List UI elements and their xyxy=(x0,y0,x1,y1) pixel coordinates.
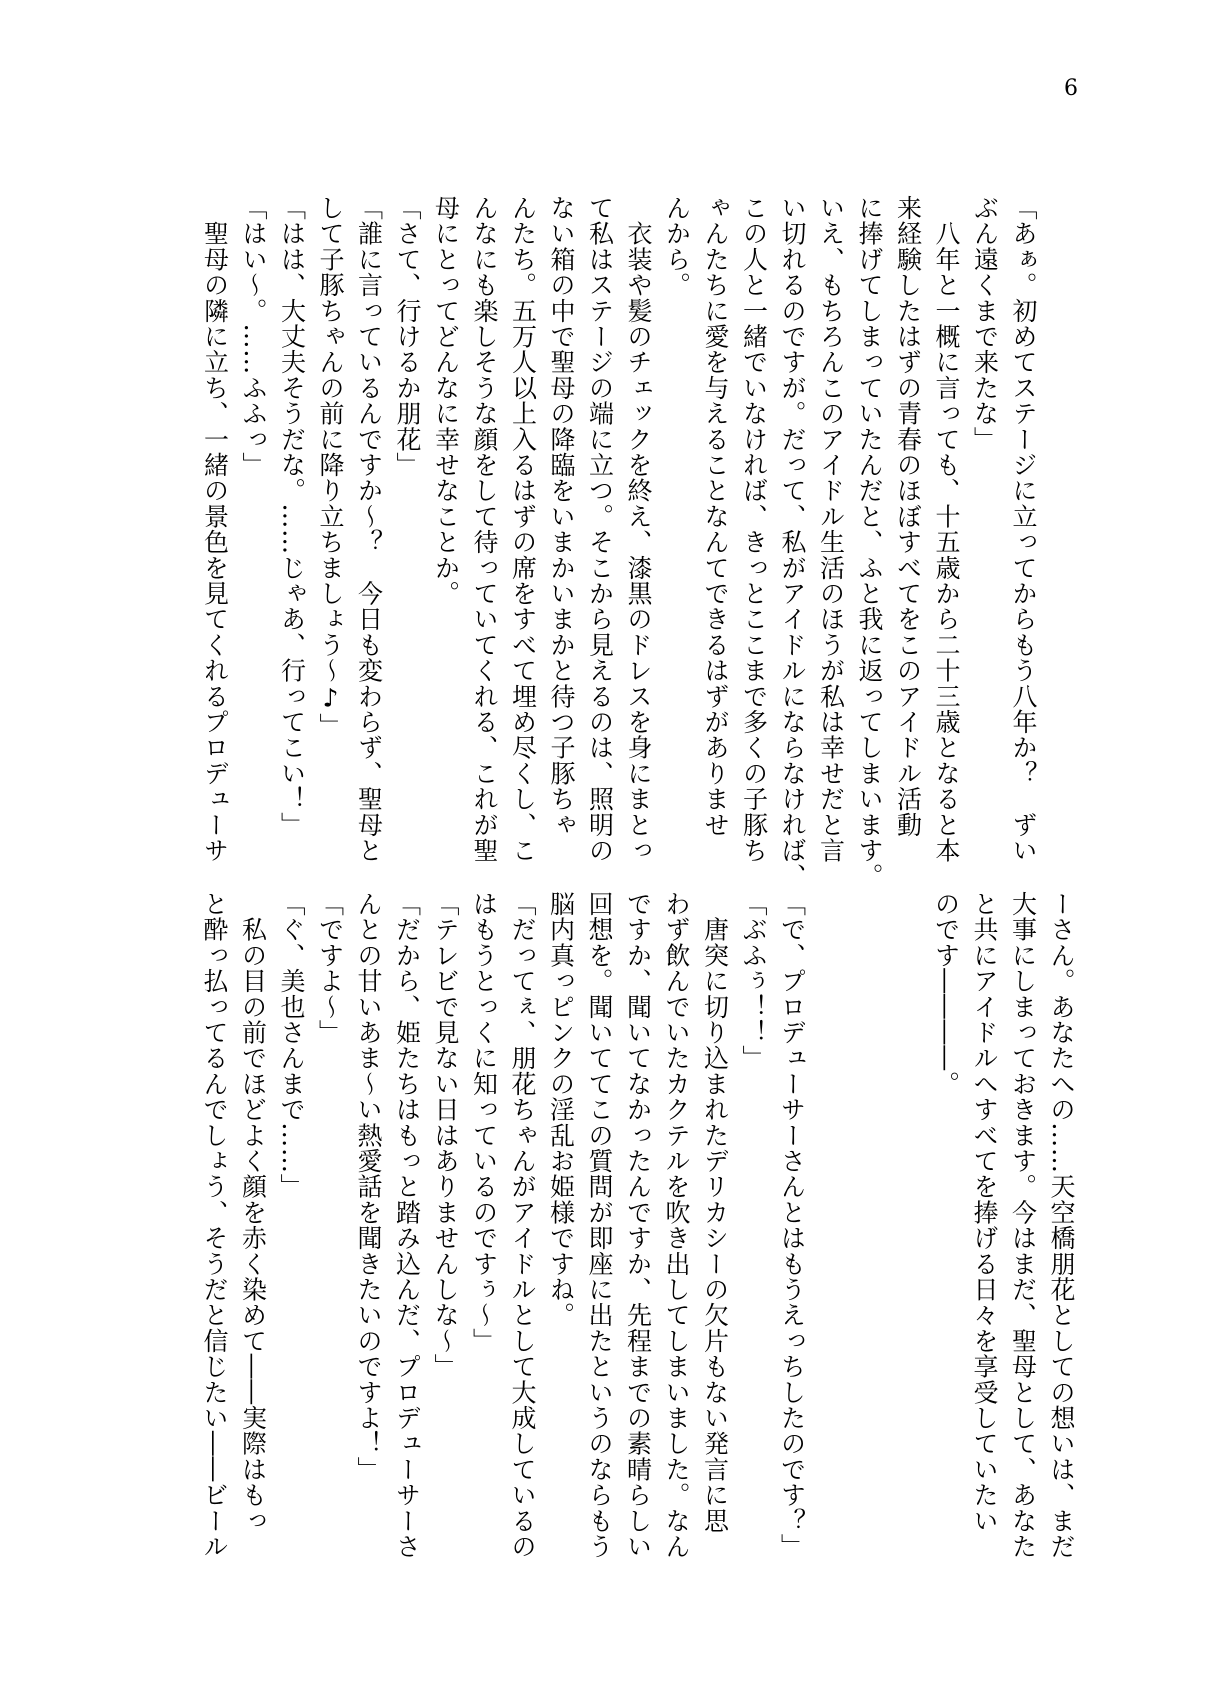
text-line: ない箱の中で聖母の降臨をいまかいまかと待つ子豚ちゃ xyxy=(547,195,576,838)
text-line: 「誰に言っているんですか～？ 今日も変わらず、聖母と xyxy=(354,195,384,864)
text-line: と共にアイドルへすべてを捧げる日々を享受していたい xyxy=(970,891,999,1534)
text-line: 「はは、大丈夫そうだな。……じゃあ、行ってこい！」 xyxy=(277,195,307,838)
text-line: んとの甘いあま～い熱愛話を聞きたいのですよ！」 xyxy=(354,891,383,1483)
text-line: て私はステージの端に立つ。そこから見えるのは、照明の xyxy=(585,195,615,864)
lower-text-block xyxy=(195,891,1081,1560)
text-line: いえ、もちろんこのアイドル生活のほうが私は幸せだと言 xyxy=(816,195,846,864)
text-line: 母にとってどんなに幸せなことか。 xyxy=(431,195,461,607)
text-line: 「テレビで見ない日はありませんしな～」 xyxy=(431,891,460,1380)
text-line: わず飲んでいたカクテルを吹き出してしまいました。なん xyxy=(662,891,691,1560)
text-line: 「ですよ～」 xyxy=(315,891,345,1046)
text-line: 「だから、姫たちはもっと踏み込んだ、プロデューサーさ xyxy=(392,891,422,1560)
text-line: 脳内真っピンクの淫乱お姫様ですね。 xyxy=(546,891,576,1328)
text-line: んから。 xyxy=(662,195,692,298)
page-number: 6 xyxy=(1064,76,1078,101)
text-line: 八年と一概に言っても、十五歳から二十三歳となると本 xyxy=(932,195,961,864)
text-line: 大事にしまっておきます。今はまだ、聖母として、あなた xyxy=(1008,891,1038,1560)
text-line: 唐突に切り込まれたデリカシーの欠片もない発言に思 xyxy=(700,891,730,1534)
text-line: ーさん。あなたへの……天空橋朋花としての想いは、まだ xyxy=(1047,891,1076,1560)
text-line: 回想を。聞いててこの質問が即座に出たというのならもう xyxy=(585,891,614,1560)
text-line: 「はい～。……ふふっ」 xyxy=(239,195,268,478)
text-line: に捧げてしまっていたんだと、ふと我に返ってしまいます。 xyxy=(855,195,884,889)
text-line: 来経験したはずの青春のほぼすべてをこのアイドル活動 xyxy=(893,195,923,838)
text-line: 「ぶふぅ！！」 xyxy=(739,891,768,1071)
blank-line xyxy=(811,891,850,1541)
blank-line xyxy=(888,891,927,1541)
text-line: この人と一緒でいなければ、きっとここまで多くの子豚ち xyxy=(739,195,769,864)
text-line: んなにも楽しそうな顔をして待っていてくれる、これが聖 xyxy=(470,195,499,864)
text-line: 「ぐ、美也さんまで……」 xyxy=(277,891,306,1200)
text-line: い切れるのですが。だって、私がアイドルにならなければ、 xyxy=(778,195,807,889)
text-line: んたち。五万人以上入るはずの席をすべて埋め尽くし、こ xyxy=(508,195,538,864)
blank-line xyxy=(849,891,888,1541)
upper-text-block xyxy=(195,195,1042,889)
text-line: 衣装や髪のチェックを終え、漆黒のドレスを身にまとっ xyxy=(624,195,653,864)
text-line: ぶん遠くまで来たな」 xyxy=(970,195,1000,452)
text-line: 私の目の前でほどよく顔を赤く染めて――実際はもっ xyxy=(238,891,268,1534)
text-line: 「あぁ。初めてステージに立ってからもう八年か？ ずい xyxy=(1009,195,1038,864)
text-line: ですか、聞いてなかったんですか、先程までの素晴らしい xyxy=(623,891,653,1560)
text-line: 「だってぇ、朋花ちゃんがアイドルとして大成しているの xyxy=(508,891,537,1560)
text-line: ゃんたちに愛を与えることなんてできるはずがありませ xyxy=(701,195,730,838)
text-line: のです――――。 xyxy=(931,891,961,1097)
text-line: はもうとっくに知っているのですぅ～」 xyxy=(469,891,499,1354)
text-line: 「で、プロデューサーさんとはもうえっちしたのです？」 xyxy=(777,891,807,1560)
text-line: 「さて、行けるか朋花」 xyxy=(393,195,422,478)
text-line: して子豚ちゃんの前に降り立ちましょう～♪」 xyxy=(316,195,345,739)
text-line: と酔っ払ってるんでしょう、そうだと信じたい――ビール xyxy=(200,891,229,1560)
text-line: 聖母の隣に立ち、一緒の景色を見てくれるプロデューサ xyxy=(200,195,230,864)
